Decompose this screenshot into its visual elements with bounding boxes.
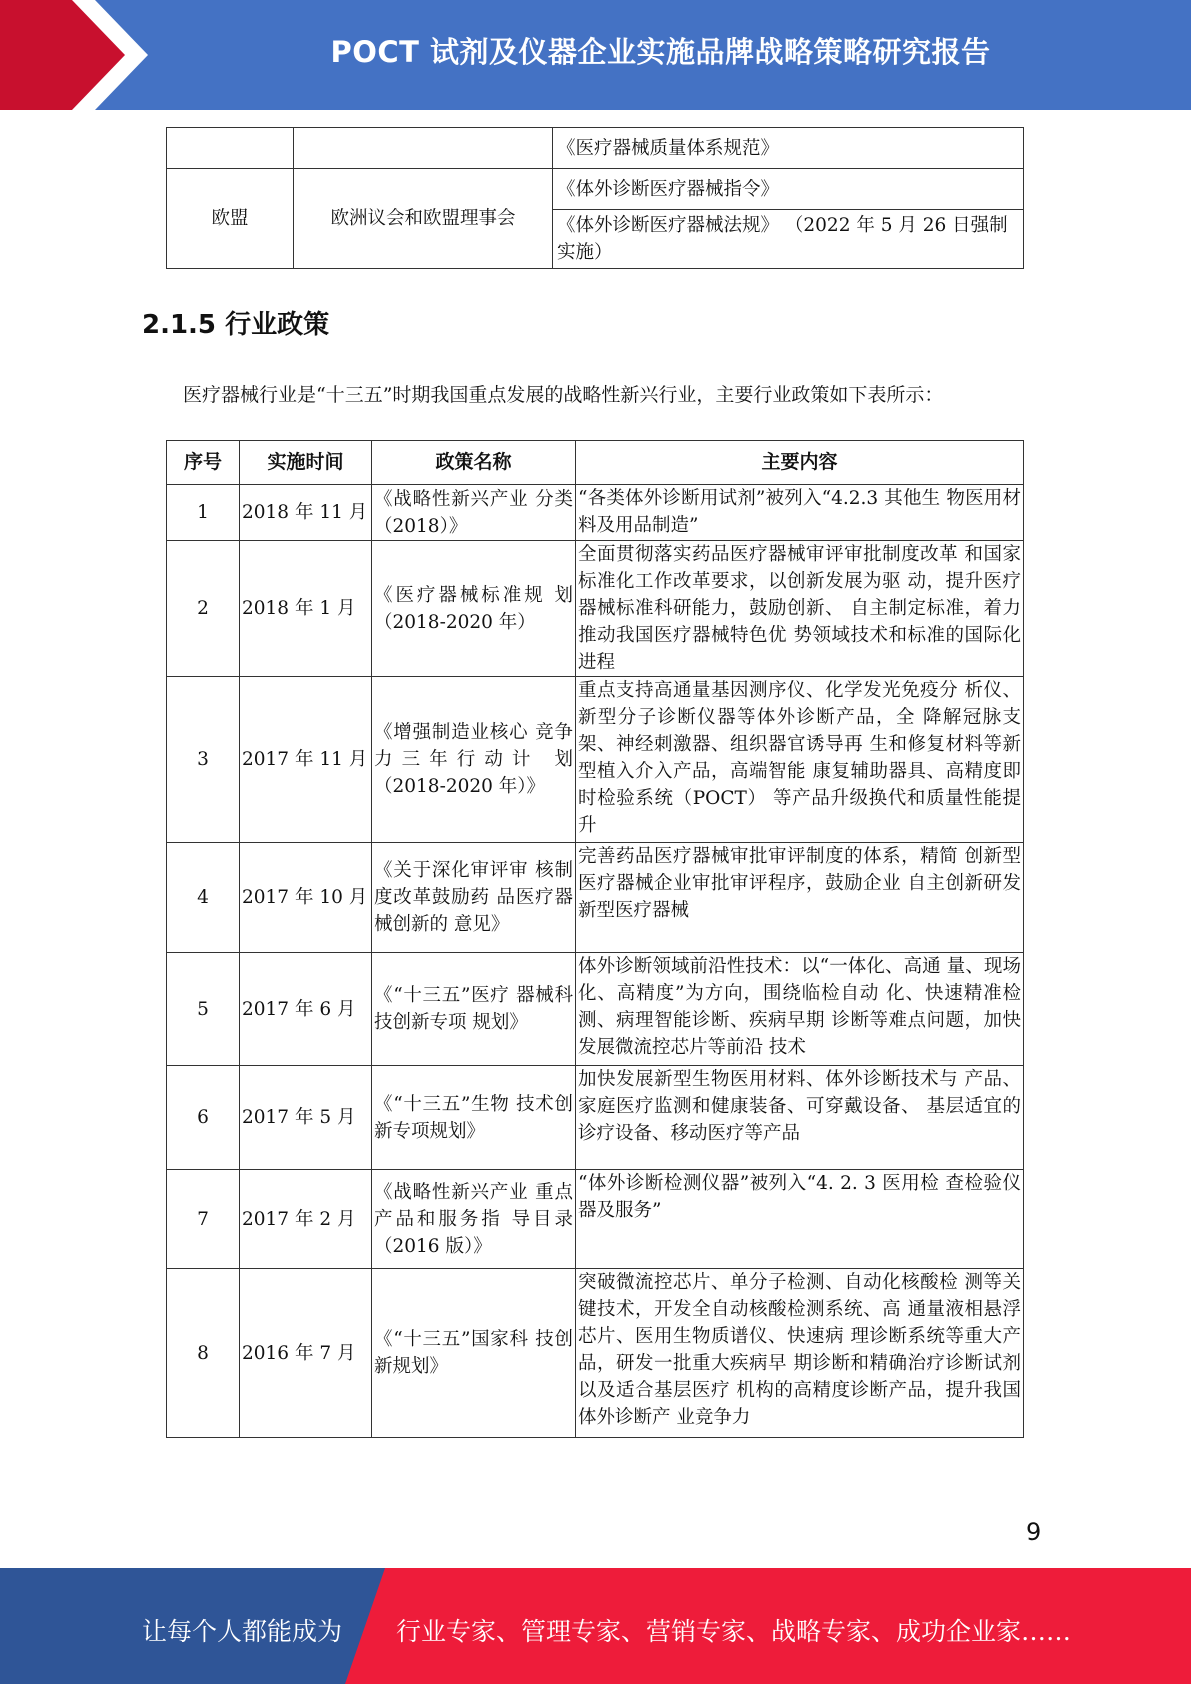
row-policy-name: 《医疗器械标准规 划（2018-2020 年） — [372, 541, 576, 677]
row-date: 2018 年 11 月 — [240, 485, 372, 541]
row-content: 重点支持高通量基因测序仪、化学发光免疫分 析仪、新型分子诊断仪器等体外诊断产品，全 降解冠脉支架、神经刺激器、组织器官诱导再 生和修复材料等新型植入介入产品，高端智能 康复辅助器具、高精度即时检验系统（POCT） 等产品升级换代和质量性能提升 — [576, 677, 1024, 843]
row-date: 2017 年 6 月 — [240, 953, 372, 1066]
table-row — [167, 677, 1024, 843]
regulation-cell: 《医疗器械质量体系规范》 — [553, 128, 1024, 169]
region-cell — [167, 128, 294, 169]
row-no: 2 — [167, 541, 240, 677]
row-date: 2016 年 7 月 — [240, 1269, 372, 1438]
table-row — [167, 485, 1024, 541]
region-cell: 欧盟 — [167, 169, 294, 269]
row-no: 6 — [167, 1066, 240, 1170]
row-no: 8 — [167, 1269, 240, 1438]
row-no: 4 — [167, 843, 240, 953]
page-number: 9 — [1026, 1518, 1042, 1546]
table-row — [167, 1066, 1024, 1170]
regulation-cell: 《体外诊断医疗器械法规》 （2022 年 5 月 26 日强制实施） — [553, 210, 1024, 269]
row-policy-name: 《战略性新兴产业 分类（2018）》 — [372, 485, 576, 541]
policy-table — [166, 440, 1024, 1438]
row-content: “各类体外诊断用试剂”被列入“4.2.3 其他生 物医用材料及用品制造” — [576, 485, 1024, 541]
row-no: 5 — [167, 953, 240, 1066]
row-content: 全面贯彻落实药品医疗器械审评审批制度改革 和国家标准化工作改革要求，以创新发展为驱 动，提升医疗器械标准科研能力，鼓励创新、 自主制定标准，着力推动我国医疗器械特色优 势领域技术和标准的国际化进程 — [576, 541, 1024, 677]
table-row — [167, 541, 1024, 677]
table-row — [167, 1170, 1024, 1269]
row-date: 2017 年 10 月 — [240, 843, 372, 953]
footer-slogan-left: 让每个人都能成为 — [142, 1617, 343, 1646]
row-content: “体外诊断检测仪器”被列入“4. 2. 3 医用检 查检验仪器及服务” — [576, 1170, 1024, 1269]
row-date: 2017 年 2 月 — [240, 1170, 372, 1269]
header-name: 政策名称 — [372, 441, 576, 485]
authority-cell — [294, 128, 553, 169]
row-date: 2017 年 11 月 — [240, 677, 372, 843]
row-content: 完善药品医疗器械审批审评制度的体系，精简 创新型医疗器械企业审批审评程序，鼓励企业 自主创新研发新型医疗器械 — [576, 843, 1024, 953]
row-no: 3 — [167, 677, 240, 843]
row-policy-name: 《“十三五”医疗 器械科技创新专项 规划》 — [372, 953, 576, 1066]
row-date: 2018 年 1 月 — [240, 541, 372, 677]
intro-paragraph: 医疗器械行业是“十三五”时期我国重点发展的战略性新兴行业，主要行业政策如下表所示： — [183, 384, 944, 406]
table-row — [167, 128, 1024, 169]
regulation-cell: 《体外诊断医疗器械指令》 — [553, 169, 1024, 210]
row-policy-name: 《“十三五”生物 技术创新专项规划》 — [372, 1066, 576, 1170]
row-policy-name: 《增强制造业核心 竞争力三年行动计 划（2018-2020 年）》 — [372, 677, 576, 843]
table-row — [167, 953, 1024, 1066]
row-policy-name: 《“十三五”国家科 技创新规划》 — [372, 1269, 576, 1438]
row-no: 7 — [167, 1170, 240, 1269]
row-policy-name: 《战略性新兴产业 重点产品和服务指 导目录（2016 版）》 — [372, 1170, 576, 1269]
table-row — [167, 843, 1024, 953]
header-arrow-graphic — [0, 0, 170, 110]
row-content: 体外诊断领域前沿性技术：以“一体化、高通 量、现场化、高精度”为方向，围绕临检自动 化、快速精准检测、病理智能诊断、疾病早期 诊断等难点问题，加快发展微流控芯片等前沿 技术 — [576, 953, 1024, 1066]
regulation-table — [166, 127, 1024, 269]
header-content: 主要内容 — [576, 441, 1024, 485]
row-content: 突破微流控芯片、单分子检测、自动化核酸检 测等关键技术，开发全自动核酸检测系统、高 通量液相悬浮芯片、医用生物质谱仪、快速病 理诊断系统等重大产品，研发一批重大疾病早 期诊断和精确治疗诊断试剂以及适合基层医疗 机构的高精度诊断产品，提升我国体外诊断产 业竞争力 — [576, 1269, 1024, 1438]
table-row — [167, 169, 1024, 210]
row-date: 2017 年 5 月 — [240, 1066, 372, 1170]
authority-cell: 欧洲议会和欧盟理事会 — [294, 169, 553, 269]
footer-slogan-right: 行业专家、管理专家、营销专家、战略专家、成功企业家…… — [396, 1617, 1072, 1646]
row-no: 1 — [167, 485, 240, 541]
header-no: 序号 — [167, 441, 240, 485]
header-title: POCT 试剂及仪器企业实施品牌战略策略研究报告 — [330, 35, 991, 69]
section-heading: 2.1.5 行业政策 — [142, 310, 330, 340]
row-policy-name: 《关于深化审评审 核制度改革鼓励药 品医疗器械创新的 意见》 — [372, 843, 576, 953]
table-header-row — [167, 441, 1024, 485]
header-date: 实施时间 — [240, 441, 372, 485]
row-content: 加快发展新型生物医用材料、体外诊断技术与 产品、家庭医疗监测和健康装备、可穿戴设备、 基层适宜的诊疗设备、移动医疗等产品 — [576, 1066, 1024, 1170]
table-row — [167, 1269, 1024, 1438]
